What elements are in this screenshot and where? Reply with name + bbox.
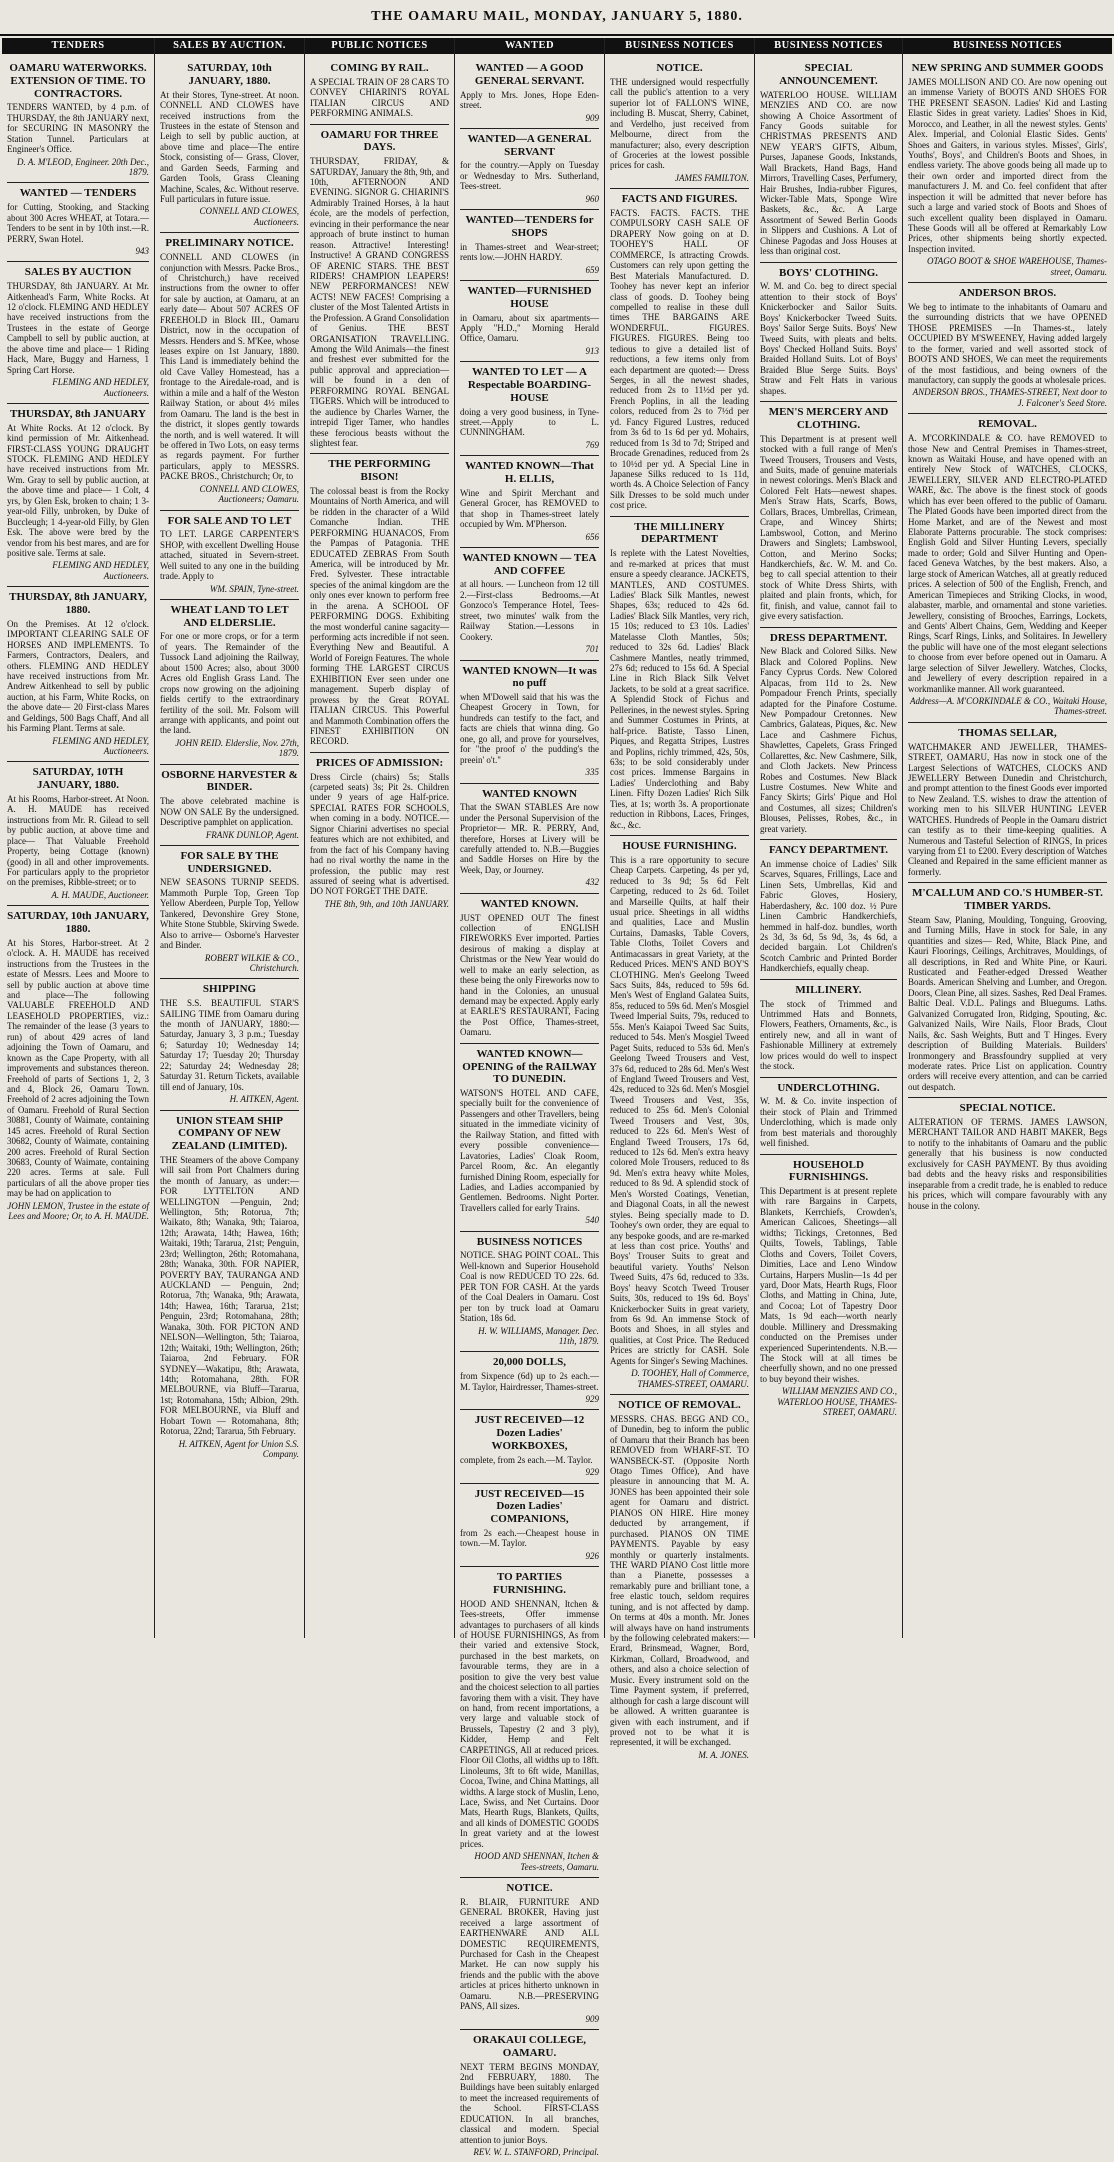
column-heading: BUSINESS NOTICES	[605, 38, 754, 54]
ad-body: The above celebrated machine is NOW ON SALE By the undersigned. Descriptive pamphlet on application.	[160, 796, 299, 828]
ad-title: DRESS DEPARTMENT.	[769, 631, 888, 644]
ad-title: ANDERSON BROS.	[958, 287, 1057, 300]
ad-title: OSBORNE HARVESTER & BINDER.	[161, 768, 298, 794]
ad-body: The colossal beast is from the Rocky Mountains of North America, and will be ridden in the character of a Wild Comanche Indian. THE PERFORMING HUANACOS, From the Pampas of Patagonia. THE EDUCATED ZEBRAS From South America, will be introduced by Mr. Fred. Sylvester. These intractable species of the animal kingdom are the only ones ever known to perform free in the arena. A SCHOOL OF PERFORMING DOGS. Exhibiting the most wonderful canine sagacity—performing acts incredible if not seen. Everything New and Beautiful. A World of Foreign Features. The whole forming THE LARGEST CIRCUS EXHIBITION Ever seen under one management. Superb display of prowess by the Great ROYAL ITALIAN CIRCUS. This Powerful and Mammoth Combination offers the FINEST EXHIBITION ON RECORD.	[310, 485, 449, 747]
ad-body: CONNELL AND CLOWES (in conjunction with Messrs. Packe Bros., of Christchurch,) have received instructions from the owner to offer for sale by auction, at Oamaru, at an early date— About 507 ACRES OF FREEHOLD in Block III., Oamaru District, now in the occupation of Messrs. Henders and S. M'Kee, whose leases expire on 1st January, 1880. This Land is immediately behind the old Cave Valley Homestead, has a frontage to the Airedale-road, and is within a mile and a half of the Weston Railway Station, or about 4½ miles from Oamaru. The land is the best in the district, it slopes gently towards the north, and is well watered. It will be offered in Two Lots, on easy terms as regards payment. For further particulars, apply to MESSRS. PACKE BROS., Christchurch; Or, to	[160, 252, 299, 482]
advertisement	[160, 511, 299, 600]
ad-body: FACTS. FACTS. FACTS. THE COMPULSORY CASH SALE OF DRAPERY Now going on at D. TOOHEY'S HALL OF COMMERCE, Is attracting Crowds. Customers can rely upon getting the Best Materials Manufactured. D. Toohey has never kept an inferior class of goods. D. Toohey being compelled to realise in these dull times THE BARGAINS ARE WONDERFUL. FIGURES. FIGURES. FIGURES. Being too tedious to give a detailed list of reductions, a few items only from each department are quoted:— Dress Serges, in all the newest shades, reduced from 2s to 11½d per yd. French Poplins, in all the leading colors, reduced from 2s to 7½d per yd. Fancy Figured Lustres, reduced from 3s 6d to 1s 6d per yd. Mohairs, reduced from 1s 3d to 7d; Striped and Brocade Grenadines, reduced from 2s to 10½d per yd. A Special Line in Japanese Silks reduced to 1s 11d, worth 4s. A Choice Selection of Fancy Silk Dresses to be sold much under cost price.	[610, 208, 749, 511]
ad-signature: REV. W. L. STANFORD, Principal.	[473, 2147, 599, 2158]
ad-title: WANTED — A GOOD GENERAL SERVANT.	[474, 62, 585, 87]
advertisement	[610, 58, 749, 189]
ad-signature: 909	[585, 2013, 599, 2024]
ad-title: UNDERCLOTHING.	[777, 1081, 880, 1094]
ad-title: SHIPPING	[202, 983, 257, 996]
ad-body: THE undersigned would respectfully call the public's attention to a very superior lot of FALLON'S WINE, including B. Muscat, Sherry, Cabinet, and Verdelho, just received from Melbourne, direct from the manufacturer; also, every description of Groceries at the lowest possible prices for cash.	[610, 76, 749, 171]
ad-title: SPECIAL ANNOUNCEMENT.	[779, 62, 878, 87]
advertisement	[460, 1044, 599, 1232]
ad-signature: 432	[585, 877, 599, 888]
advertisement	[7, 906, 149, 1226]
ad-signature: Address—A. M'CORKINDALE & CO., Waitaki House, Thames-street.	[909, 696, 1107, 717]
advertisement	[7, 183, 149, 262]
ad-title: WANTED—TENDERS for SHOPS	[465, 214, 594, 239]
ad-body: Is replete with the Latest Novelties, and re-marked at prices that must ensure a speedy clearance. JACKETS, MANTLES, AND COSTUMES. Ladies' Black Silk Mantles, newest Shapes, 63s; reduced to 42s 6d. Ladies' Black Silk Mantles, very rich, 15 10s; reduced to £3 10s. Ladies' Matelasse Cloth Mantles, 50s; reduced to 32s 6d. Ladies' Black Cashmere Mantles, neatly trimmed, 27s 6d; reduced to 15s 6d. A Special Line in Rich Black Silk Velvet Jackets, to be sold at a great sacrifice. A Splendid Stock of Fichus and Pellerines, in the newest styles. Spring and Summer Costumes in Prints, at half-price. Batiste, Tasso Linen, Piques, and Regatta Stripes, Lustres and Poplins, richly trimmed, 42s, 50s, 63s; to be sold considerably under cost prices. Immense Bargains in Ladies' Underclothing and Baby Linen. Fifty Dozen Ladies' Rich Silk Ties, at 1s; worth 3s. A proportionate reduction in Ribbons, Laces, Fringes, &c., &c.	[610, 548, 749, 830]
ad-signature: 943	[135, 245, 149, 256]
advertisement	[160, 979, 299, 1110]
advertisement	[908, 58, 1107, 283]
ad-signature: D. A. M'LEOD, Engineer. 20th Dec., 1879.	[17, 156, 149, 178]
ad-body: A SPECIAL TRAIN OF 28 CARS TO CONVEY CHIARINI'S ROYAL ITALIAN CIRCUS AND PERFORMING ANIMALS.	[310, 76, 449, 119]
ad-title: MEN'S MERCERY AND CLOTHING.	[768, 406, 889, 431]
ad-signature: 701	[585, 644, 599, 655]
ad-body: from Sixpence (6d) up to 2s each.—M. Taylor, Hairdresser, Thames-street.	[460, 1371, 599, 1392]
ad-title: REMOVAL.	[978, 418, 1037, 431]
advertisement	[760, 980, 897, 1078]
ad-body: JUST OPENED OUT The finest collection of ENGLISH FIREWORKS Ever imported. Parties desirous of making a display at Christmas or the New Year would do well to make an early selection, as these being the only Fireworks now to hand in the Colonies, an unusual demand may be expected. Apply early at EARLE'S RESTAURANT, Facing the Post Office, Thames-street, Oamaru.	[460, 912, 599, 1038]
ad-title: NEW SPRING AND SUMMER GOODS	[911, 62, 1104, 75]
advertisement	[310, 753, 449, 914]
ad-body: JAMES MOLLISON AND CO. Are now opening out an immense Variety of BOOTS AND SHOES FOR THE PRESENT SEASON. Ladies' Kid and Lasting Elastic Sides in great variety. Ladies' Shoes in Kid, Morocco, and Leather, in all the newest styles. Gents' Alex. Imperial, and Colonial Elastic Sides. Gents' Shoes and Gaiters, in various styles. Misses', Girls', Youths', Boys', and Children's Boots and Shoes, in endless variety. The above goods being all made up to their own order and imported direct from the manufacturers J. M. and Co. feel confident that after inspection it will be admitted that never before has such a large and varied stock of Boots and Shoes of such excellent quality been displayed in Oamaru. These Goods will all be offered at Remarkably Low Prices, other shipments being shortly expected. Inspection invited.	[908, 76, 1107, 254]
ad-signature: FLEMING AND HEDLEY, Auctioneers.	[52, 735, 149, 757]
advertisement	[160, 58, 299, 233]
ad-signature: CONNELL AND CLOWES, Auctioneers.	[199, 206, 299, 227]
ad-body: in Thames-street and Wear-street; rents low.—JOHN HARDY.	[460, 241, 599, 263]
ad-title: M'CALLUM AND CO.'S HUMBER-ST. TIMBER YARDS.	[912, 887, 1103, 913]
advertisement	[310, 58, 449, 125]
ad-body: A. M'CORKINDALE & CO. have REMOVED to those New and Central Premises in Thames-street, known as Waitaki House, and have opened with an entirely New Stock of WATCHES, CLOCKS, JEWELLERY, SILVER AND ELECTRO-PLATED WARE, &c. The above is the finest stock of goods which has ever been offered to the public of Oamaru. The Plated Goods have been imported direct from the Home Market, and are of the Newest and most Elaborate Patterns procurable. The stock comprises: English Gold and Silver Hunting Levers, specially made to order; Gold and Silver Hunting and Open-faced Geneva Watches, by the best makers. Also, a large stock of American Watches, all at greatly reduced prices. A selection of 500 of the English, French, and American Timepieces and Striking Clocks, in wood, alabaster, marble, and ornamental and stone varieties. Jewellery, consisting of Brooches, Earrings, Lockets, and Gents' Albert Chains, Gem, Wedding and Keeper Rings, Scarf Rings, Links, and Solitaires. In Jewellery the public will have one of the most elegant selections to choose from ever before opened out in Oamaru. A large selection of Silver Jewellery. Watches, Clocks, and Jewellery of every description repaired in a workmanlike manner. All work guaranteed.	[908, 433, 1107, 694]
column-6	[755, 38, 903, 1638]
ad-body: W. M. and Co. beg to direct special attention to their stock of Boys' Knickerbocker and Sailor Suits. Boys' Knickerbocker Tweed Suits. Boys' Sailor Serge Suits. Boys' New Tweed Suits, with pleats and belts. Boys' Checked Holland Suits. Boys' Braided Holland Suits. Lot of Boys' Braided Blue Serge Suits. Boys' Straw and Felt Hats in various shapes.	[760, 281, 897, 396]
ad-title: THOMAS SELLAR,	[958, 726, 1057, 739]
advertisement	[7, 762, 149, 906]
ad-body: This Department is at present well stocked with a full range of Men's Tweed Trousers, Trousers and Vests, and Suits, made of genuine materials in newest colorings. Men's Black and Colored Felt Hats—newest shapes. Men's Straw Hats, Scarfs, Bows, Collars, Braces, Umbrellas, Crimean, Crape, and Wincey Shirts; Lambswool, Cotton, and Merino Drawers and Singlets; Lambswool, Cotton, and Merino Socks; Handkerchiefs, &c. W. M. and Co. beg to call special attention to their stock of White Dress Shirts, with plaited and plain fronts, which, for fit, finish, and value, cannot fail to give every satisfaction.	[760, 433, 897, 622]
ad-signature: 659	[585, 264, 599, 275]
advertisement	[760, 628, 897, 841]
ad-signature: JAMES FAMILTON.	[675, 172, 749, 183]
ad-title: SPECIAL NOTICE.	[959, 1102, 1056, 1115]
ad-signature: FLEMING AND HEDLEY, Auctioneers.	[52, 377, 149, 398]
ad-title: BOYS' CLOTHING.	[778, 266, 879, 279]
ad-signature: FLEMING AND HEDLEY, Auctioneers.	[52, 560, 149, 581]
advertisement	[610, 189, 749, 516]
ad-signature: H. W. WILLIAMS, Manager. Dec. 11th, 1879.	[478, 1325, 599, 1346]
advertisement	[460, 894, 599, 1044]
ad-body: WATCHMAKER AND JEWELLER, THAMES-STREET, OAMARU, Has now in stock one of the Largest Selections of WATCHES, CLOCKS AND JEWELLERY Between Dunedin and Christchurch, and prompt attention to the finest Goods ever imported to New Zealand. T.S. wishes to draw the attention of working men to his SILVER HUNTING LEVER WATCHES. Hundreds of People in the Oamaru district can testify as to their time-keeping qualities. A Numerous and Tasteful Selection of RINGS, In prices varying from £1 to £200. Every description of Watches Cleaned and Repaired in the same efficient manner as formerly.	[908, 741, 1107, 877]
ad-title: JUST RECEIVED—15 Dozen Ladies' COMPANIONS,	[474, 1487, 585, 1526]
ad-title: WANTED—A GENERAL SERVANT	[467, 132, 592, 158]
advertisement	[160, 1111, 299, 1465]
advertisement	[760, 1078, 897, 1155]
advertisement	[460, 1352, 599, 1410]
ad-body: for Cutting, Stooking, and Stacking about 300 Acres WHEAT, at Totara.—Tenders to be sent in by 10th inst.—R. PERRY, Swan Hotel.	[7, 202, 149, 244]
advertisement	[760, 1155, 897, 1423]
ad-body: for the country.—Apply on Tuesday or Wednesday to Mrs. Sutherland, Tees-street.	[460, 160, 599, 192]
ad-title: FOR SALE BY THE UNDERSIGNED.	[180, 849, 279, 875]
ad-title: WANTED KNOWN.	[480, 897, 579, 910]
ad-body: HOOD AND SHENNAN, Itchen & Tees-streets, Offer immense advantages to purchasers of all kinds of HOUSE FURNISHINGS, As from their varied and extensive Stock, purchased in the best markets, on favourable terms, they are in a position to give the very best value and the choicest selection to all parties favoring them with a visit. They have on hand, from recent importations, a very large and valuable stock of Brussels, Tapestry (2 and 3 ply), Kidder, Hemp and Felt CARPETINGS, All at reduced prices. Floor Oil Cloths, all widths up to 18ft. Linoleums, 3ft to 6ft wide, Manillas, Cocoa, Twine, and China Mattings, all widths. A large stock of Muslin, Leno, Lace, Swiss, and Net Curtains. Door Mats, Hearth Rugs, Blankets, Quilts, and all kinds of DOMESTIC GOODS In great variety and at the lowest prices.	[460, 1598, 599, 1849]
ad-body: at all hours. — Luncheon from 12 till 2.—First-class Bedrooms.—At Gonzoco's Temperance Hotel, Tees-street, two minutes' walk from the Railway Station.—Lessons in Cookery.	[460, 579, 599, 642]
ad-title: THURSDAY, 8th JANUARY	[9, 407, 147, 420]
advertisement	[7, 262, 149, 404]
ad-signature: 929	[585, 1394, 599, 1405]
column-heading: WANTED	[455, 38, 604, 54]
advertisement	[610, 517, 749, 836]
ad-signature: FRANK DUNLOP, Agent.	[205, 829, 299, 840]
ad-signature: CONNELL AND CLOWES, Auctioneers; Oamaru.	[199, 483, 299, 505]
advertisement	[460, 1567, 599, 1878]
advertisement	[460, 1484, 599, 1568]
ad-title: BUSINESS NOTICES	[476, 1235, 583, 1248]
ad-body: At their Stores, Tyne-street. At noon. CONNELL AND CLOWES have received instructions from the Trustees in the estate of Stenson and Leigh to sell by public auction, at above time and place—The entire Stock, consisting of— Grass, Clover, and Garden Seeds, Farming and Garden Tools, Grass Cleaning Machine, Scales, &c. Without reserve. Full particulars in future issue.	[160, 89, 299, 205]
ad-title: UNION STEAM SHIP COMPANY OF NEW ZEALAND (LIMITED).	[171, 1114, 288, 1153]
advertisement	[460, 784, 599, 894]
advertisement	[908, 1098, 1107, 1216]
ad-title: WANTED KNOWN	[481, 787, 578, 800]
ad-signature: ANDERSON BROS., THAMES-STREET, Next door to J. Falconer's Seed Store.	[912, 387, 1107, 408]
masthead-title: THE OAMARU MAIL, MONDAY, JANUARY 5, 1880.	[371, 9, 743, 24]
ad-title: FANCY DEPARTMENT.	[769, 844, 888, 857]
advertisement	[460, 1232, 599, 1353]
ad-title: HOUSEHOLD FURNISHINGS.	[788, 1158, 869, 1184]
column-5	[605, 38, 755, 1760]
ad-title: ORAKAUI COLLEGE, OAMARU.	[472, 2034, 587, 2059]
ad-title: HOUSE FURNISHING.	[622, 840, 737, 853]
ad-signature: THE 8th, 9th, and 10th JANUARY.	[324, 898, 449, 909]
ad-signature: 335	[585, 767, 599, 778]
ad-title: PRICES OF ADMISSION:	[315, 756, 444, 769]
ad-body: WATSON'S HOTEL AND CAFE, specially built for the convenience of Passengers and other Travellers, being situated in the immediate vicinity of the Railway Station, and fitted with every possible convenience—Lavatories, Ladies' Cloak Room, Parcel Room, &c. An elegantly furnished Dining Room, especially for Ladies, and Ladies accompanied by Gentlemen. Bedrooms. Night Porter. Travellers called for early Trains.	[460, 1088, 599, 1213]
ad-title: JUST RECEIVED—12 Dozen Ladies' WORKBOXES,	[474, 1414, 585, 1452]
ad-title: OAMARU WATERWORKS. EXTENSION OF TIME. TO CONTRACTORS.	[9, 62, 147, 100]
advertisement	[760, 58, 897, 263]
advertisement	[460, 58, 599, 129]
ad-signature: D. TOOHEY, Hall of Commerce, THAMES-STREET, OAMARU.	[631, 1368, 749, 1389]
ad-body: NOTICE. SHAG POINT COAL. This Well-known and Superior Household Coal is now REDUCED TO 22s. 6d. PER TON FOR CASH. At the yards of the Coal Dealers in Oamaru. Cost per ton by truck load at Oamaru Station, 18s 6d.	[460, 1250, 599, 1324]
ad-signature: WM. SPAIN, Tyne-street.	[209, 583, 299, 594]
column-heading: SALES BY AUCTION.	[155, 38, 304, 54]
ad-body: At White Rocks. At 12 o'clock. By kind permission of Mr. Aitkenhead. FIRST-CLASS YOUNG DRAUGHT STOCK. FLEMING AND HEDLEY have received instructions from Mr. Wm. Gray to sell by public auction, at the above time and place— 1 Colt, 4 yrs, by Glen Esk, broken to chain; 1 3-year-old Filly, unbroken, by Duke of Buccleugh; 1 4-year-old Filly, by Glen Esk. The above were bred by the vendor from his best mares, and are for positive sale. Terms at sale.	[7, 422, 149, 558]
ad-signature: H. AITKEN, Agent for Union S.S. Company.	[178, 1438, 299, 1460]
ad-title: WANTED TO LET — A Respectable BOARDING-HOUSE	[467, 366, 592, 404]
column-heading: PUBLIC NOTICES	[305, 38, 454, 54]
advertisement	[760, 402, 897, 627]
ad-title: WANTED KNOWN—OPENING of the RAILWAY TO DUNEDIN.	[462, 1047, 597, 1086]
ad-body: TENDERS WANTED, by 4 p.m. of THURSDAY, the 8th JANUARY next, for SECURING IN MASONRY the Station Tunnel. Particulars at Engineer's Office.	[7, 102, 149, 155]
ad-title: MILLINERY.	[795, 983, 862, 996]
ad-title: NOTICE OF REMOVAL.	[618, 1399, 741, 1412]
ad-signature: WILLIAM MENZIES AND CO., WATERLOO HOUSE, THAMES-STREET, OAMARU.	[777, 1386, 897, 1418]
ad-body: THE S.S. BEAUTIFUL STAR'S SAILING TIME from Oamaru during the month of JANUARY, 1880:— Saturday, January 3, 3 p.m.; Tuesday 6; Saturday 10; Wednesday 14; Saturday 17; Tuesday 20; Thursday 22; Saturday 24; Wednesday 28; Saturday 31. Return Tickets, available till end of January, 10s.	[160, 998, 299, 1092]
advertisement	[460, 548, 599, 661]
advertisement	[460, 210, 599, 281]
ad-body: Dress Circle (chairs) 5s; Stalls (carpeted seats) 3s; Pit 2s. Children under 9 years of age Half-price. SPECIAL RATES FOR SCHOOLS, when coming in a body. NOTICE.—Signor Chiarini advertises no special features which are not exhibited, and from the fact of his Company having had no rival worthy the name in the profession, the public may rest assured of seeing what is advertised. DO NOT FORGET THE DATE.	[310, 771, 449, 897]
column-heading: TENDERS	[2, 38, 154, 54]
ad-body: in Oamaru, about six apartments—Apply "H.D.," Morning Herald Office, Oamaru.	[460, 312, 599, 344]
ad-title: COMING BY RAIL.	[330, 62, 429, 75]
ad-title: WANTED — TENDERS	[19, 187, 137, 200]
ad-body: That the SWAN STABLES Are now under the Personal Supervision of the Proprietor— MR. R. PERRY, And, therefore, Horses at Livery will be carefully attended to. N.B.—Buggies and Saddle Horses on Hire by the Week, Day, or Journey.	[460, 802, 599, 875]
ad-body: At his Stores, Harbor-street. At 2 o'clock. A. H. MAUDE has received instructions from the Trustees in the estate of Messrs. Lees and Moore to sell by public auction at above time and place—The following VALUABLE FREEHOLD AND LEASEHOLD PROPERTIES, viz.: The remainder of the lease (3 years to run) of about 429 acres of land adjoining the Town of Oamaru, and known as the Cape Property, with all improvements and substances thereon. Freehold of parts of Sections 1, 2, 3 and 4, Block 26, Oamaru Town. Freehold of 2 acres adjoining the Town of Oamaru. Freehold of Rural Section 30881, County of Waimate, containing 145 acres. Freehold of Rural Section 30682, County of Waimate, containing 200 acres. Freehold of Rural Section 30683, County of Waimate, containing 220 acres. Terms at sale. Full particulars of all the above proper ties may be had on application to	[7, 937, 149, 1199]
ad-signature: 926	[585, 1550, 599, 1561]
advertisement	[310, 125, 449, 455]
newspaper-page	[2, 38, 1112, 2158]
ad-body: W. M. & Co. invite inspection of their stock of Plain and Trimmed Underclothing, which is made only from best materials and thoroughly well finished.	[760, 1096, 897, 1149]
ad-title: FOR SALE AND TO LET	[167, 514, 292, 527]
ad-title: THURSDAY, 8th JANUARY, 1880.	[9, 591, 147, 617]
ad-signature: H. AITKEN, Agent.	[229, 1094, 299, 1105]
ad-title: OAMARU FOR THREE DAYS.	[320, 128, 439, 154]
ad-signature: ROBERT WILKIE & CO., Christchurch.	[204, 952, 299, 973]
advertisement	[160, 600, 299, 765]
ad-body: An immense choice of Ladies' Silk Scarves, Squares, Frillings, Lace and Linen Sets, Umbrellas, Kid and Fabric Gloves, Hosiery, Haberdashery, &c. 100 doz. ½ Pure Linen Cambric Handkerchiefs, hemmed in half-doz. bundles, worth 2s 3d, 3s 6d, 5s 9d, 3s, 4s 6d, a decided bargain. Lot Children's Scotch Cambric and Printed Border Handkerchiefs, equally cheap.	[760, 858, 897, 974]
ad-body: Apply to Mrs. Jones, Hope Eden-street.	[460, 89, 599, 111]
advertisement	[160, 846, 299, 979]
ad-body: from 2s each.—Cheapest house in town.—M. Taylor.	[460, 1527, 599, 1549]
ad-title: WANTED KNOWN — TEA AND COFFEE	[462, 551, 597, 577]
ad-signature: OTAGO BOOT & SHOE WAREHOUSE, Thames-street, Oamaru.	[926, 256, 1107, 277]
ad-title: NOTICE.	[506, 1882, 553, 1895]
advertisement	[160, 233, 299, 510]
ad-title: THE MILLINERY DEPARTMENT	[634, 520, 725, 546]
ad-title: 20,000 DOLLS,	[492, 1356, 567, 1369]
advertisement	[908, 723, 1107, 883]
advertisement	[908, 883, 1107, 1098]
ad-signature: 540	[585, 1215, 599, 1226]
ad-title: SATURDAY, 10TH JANUARY, 1880.	[32, 766, 124, 792]
ad-body: Steam Saw, Planing, Moulding, Tonguing, Grooving, and Turning Mills, Have in stock for Sale, in any quantities and sizes— Red, White, Black Pine, and Kauri Floorings, Ceilings, Architraves, Mouldings, of all descriptions, in Red and White Pine, or Kauri. Rusticated and Feather-edged Dressed Weather Boards. American Shelving and Lumber, and Oregon. Doors, Clean Pine, all sizes. Sashes, Red Deal Frames. Baltic Deal. V.D.L. Palings and Bluegums. Laths. Galvanized Corrugated Iron, Ridging, Spouting, &c. Galvanized Nails, Wire Nails, Floor Brads, Clout Nails, &c. Sash Weights, Butt and T Hinges. Every description of Building Materials. Builders' Ironmongery and Brassfoundry supplied at very moderate rates. Price List on application. Country orders will receive every attention, and can be carried out despatch.	[908, 914, 1107, 1092]
ad-body: WATERLOO HOUSE. WILLIAM MENZIES AND CO. are now showing A Choice Assortment of Fancy Goods suitable for CHRISTMAS PRESENTS AND NEW YEAR'S GIFTS, Album, Purses, Japanese Goods, Inkstands, Wall Brackets, Hand Bags, Hand Mirrors, Travelling Cases, Perfumery, Hair Brushes, India-rubber Figures, Wicker-Table Mats, Sponge Wire Baskets, &c., &c. A Large Assortment of Sewed Berlin Goods in Slippers and Cushions. A Lot of Chinese Pagodas and Joss Houses at less than original cost.	[760, 89, 897, 257]
ad-title: WANTED—FURNISHED HOUSE	[467, 285, 592, 310]
ad-title: SALES BY AUCTION	[24, 266, 132, 279]
ad-body: At his Rooms, Harbor-street. At Noon. A. H. MAUDE has received instructions from Mr. R. Gilead to sell by public auction, at above time and place— That Valuable Freehold Property, being Cottage (known) (good) in all and other improvements. For particulars apply to the proprietor on the premises, Ribble-street; or to	[7, 793, 149, 888]
column-1	[2, 38, 155, 1638]
advertisement	[460, 2030, 599, 2162]
advertisement	[460, 456, 599, 548]
ad-body: complete, from 2s each.—M. Taylor.	[460, 1454, 593, 1465]
ad-body: On the Premises. At 12 o'clock. IMPORTANT CLEARING SALE OF HORSES AND IMPLEMENTS. To Farmers, Contractors, Dealers, and others. FLEMING AND HEDLEY have received instructions from Mr. Andrew Aitkenhead to sell by public auction, at his Farm, White Rocks, on the above date— 20 First-class Mares and Geldings, 500 Bags Chaff, And all his Farming Plant. Terms at sale.	[7, 618, 149, 734]
ad-signature: JOHN REID. Elderslie, Nov. 27th, 1879.	[175, 737, 299, 759]
advertisement	[610, 1395, 749, 1765]
ad-body: TO LET. LARGE CARPENTER'S SHOP, with excellent Dwelling House attached, situated in Severn-street. Well suited to any one in the building trade. Apply to	[160, 529, 299, 582]
ad-body: New Black and Colored Silks. New Black and Colored Poplins. New Fancy Cyprus Cords. New Colored Alpacas, from 11d to 2s. New Pompadour French Prints, specially adapted for the Pinafore Costume. New Pompadour Cretonnes. New Cambrics, Galateas, Piques, &c. New Lace and Cashmere Fichus, Shawlettes, Capelets, Grass Fringed Collarettes, &c. New Cashmere, Silk, and Cloth Jackets. New Princess Robes and Costumes. New Black Lustre Costumes. New White and Fancy Skirts; Girls' Pique and Hol and Costumes, all sizes; Children's Blouses, Pelisses, Robes, &c., in great variety.	[760, 646, 897, 834]
ad-signature: M. A. JONES.	[698, 1749, 749, 1760]
advertisement	[7, 404, 149, 587]
advertisement	[160, 765, 299, 846]
ad-body: MESSRS. CHAS. BEGG AND CO., of Dunedin, beg to inform the public of Oamaru that their Branch has been REMOVED from WHARF-ST. TO WANSBECK-ST. (Opposite North Otago Times Office), And have pleasure in announcing that M. A. JONES has been appointed their sole agent for Oamaru and district. PIANOS ON HIRE. Hire money deducted by arrangement, if purchased. PIANOS ON TIME PAYMENTS. Payable by easy monthly or quarterly instalments. THE WARD PIANO Cost little more than a Pianette, possesses a remarkably pure and brilliant tone, a free elastic touch, seldom requires tuning, and is not affected by damp. On terms at 40s a month. Mr. Jones will always have on hand instruments by the following celebrated makers:—Erard, Brinsmead, Wagner, Bord, Kirkman, Collard, Broadwood, and others, and also a choice selection of Music. Every instrument sold on the Time Payment system, if preferred, although for cash a large discount will be allowed. A written guarantee is given with each instrument, and if proved not to be what it is represented, it will be exchanged.	[610, 1413, 749, 1748]
advertisement	[460, 129, 599, 210]
advertisement	[460, 661, 599, 784]
advertisement	[460, 281, 599, 362]
advertisement	[7, 587, 149, 762]
ad-body: when M'Dowell said that his was the Cheapest Grocery in Town, for hundreds can testify to the fact, and facts are chiels that winna ding. Go one, go all, and prove for yourselves, for "the proof o' the pudding's the preein' o't."	[460, 692, 599, 765]
newspaper-masthead	[0, 0, 1114, 36]
ad-body: NEW SEASONS TURNIP SEEDS. Mammoth Purple Top, Green Top Yellow Aberdeen, Purple Top, Yellow Tankered, Devonshire Grey Stone, White Stone Stubble, Skirving Swede. Also to arrive— Osborne's Harvester and Binder.	[160, 877, 299, 951]
ad-body: ALTERATION OF TERMS. JAMES LAWSON, MERCHANT TAILOR AND HABIT MAKER, Begs to notify to the inhabitants of Oamaru and the public generally that his business is now conducted exclusively for CASH PAYMENT. By thus avoiding bad debts and the heavy risks and responsibilities inseparable from a credit trade, he is enabled to reduce his prices, which will compare favourably with any house in the colony.	[908, 1117, 1107, 1211]
ad-title: WANTED KNOWN—It was no puff	[462, 664, 597, 690]
ad-body: NEXT TERM BEGINS MONDAY, 2nd FEBRUARY, 1880. The Buildings have been suitably enlarged to meet the increased requirements of the School. FIRST-CLASS EDUCATION. In all branches, classical and modern. Special attention to junior Boys.	[460, 2061, 599, 2145]
column-3	[305, 38, 455, 1638]
ad-body: We beg to intimate to the inhabitants of Oamaru and the surrounding districts that we have OPENED THOSE PREMISES —In Thames-st., lately OCCUPIED BY M'SWEENEY, Having added largely to the former, varied and well assorted stock of BOOTS AND SHOES, We can meet the requirements of the most fastidious, and being owners of the manufactory, can supply the goods at wholesale prices.	[908, 301, 1107, 386]
ad-body: The stock of Trimmed and Untrimmed Hats and Bonnets, Flowers, Feathers, Ornaments, &c., is entirely new, and all in want of Fashionable Millinery at extremely low prices would do well to inspect the stock.	[760, 998, 897, 1072]
advertisement	[908, 414, 1107, 723]
ad-title: SATURDAY, 10th JANUARY, 1880.	[7, 910, 149, 936]
advertisement	[460, 362, 599, 456]
ad-body: R. BLAIR, FURNITURE AND GENERAL BROKER, Having just received a large assortment of EARTHENWARE AND ALL DOMESTIC REQUIREMENTS, Purchased for Cash in the Cheapest Market. He can now supply his friends and the public with the above articles at prices hitherto unknown in Oamaru. N.B.—PRESERVING PANS, All sizes.	[460, 1896, 599, 2012]
ad-signature: 656	[585, 531, 599, 542]
ad-body: THURSDAY, FRIDAY, & SATURDAY, January the 8th, 9th, and 10th, AFTERNOON AND EVENING. SIGNOR G. CHIARINI'S Admirably Trained Horses, à la haut école, are the models of perfection, evincing in their performance the near approach of brute instinct to human reason. Attractive! Interesting! Instructive! A GRAND CONGRESS OF ARENIC STARS. THE BEST RIDERS! CHAMPION LEAPERS! NEW PERFORMANCES! NEW ACTS! NEW FACES! Comprising a cluster of the Most Talented Artists in the Profession. A Grand Consolidation of Genius. THE BEST ORGANISATION TRAVELLING. Among the Wild Animals—the finest and freshest ever submitted for the public approval and appreciation—will be found in a den of PERFORMING ROYAL BENGAL TIGERS. Which will be introduced to the audience by Charles Warner, the intrepid Tiger Tamer, who handles these ferocious beasts without the slightest fear.	[310, 156, 449, 448]
advertisement	[310, 454, 449, 752]
advertisement	[7, 58, 149, 183]
ad-body: For one or more crops, or for a term of years. The Remainder of the Tussock Land adjoining the Railway, about 1500 Acres; also, about 3000 Acres old English Grass Land. The crops now growing on the adjoining fields certify to the extraordinary fertility of the soil. Mr. Folsom will arrange with applicants, and point out the land.	[160, 631, 299, 736]
ad-signature: 913	[585, 345, 599, 356]
advertisement	[460, 1878, 599, 2030]
ad-signature: 960	[585, 193, 599, 204]
ad-signature: JOHN LEMON, Trustee in the estate of Lees and Moore; Or, to A. H. MAUDE.	[7, 1200, 149, 1222]
advertisement	[760, 263, 897, 403]
ad-title: SATURDAY, 10th JANUARY, 1880.	[187, 62, 272, 87]
column-4	[455, 38, 605, 2158]
ad-signature: 909	[585, 112, 599, 123]
ad-title: TO PARTIES FURNISHING.	[492, 1571, 567, 1596]
ad-signature: A. H. MAUDE, Auctioneer.	[51, 889, 149, 900]
ad-title: PRELIMINARY NOTICE.	[165, 237, 294, 250]
ad-body: This is a rare opportunity to secure Cheap Carpets. Carpeting, 4s per yd, reduced to 3s 9d; 5s 6d Felt Carpeting, reduced to 2s 6d. Toilet and Marseille Quilts, at half their usual price. Sheetings in all widths and qualities, Lace and Muslin Curtains, Damasks, Table Covers, Table Cloths, Toilet Covers and Antimacassars in great Variety, at the Reduced Prices. MEN'S AND BOY'S CLOTHING. Men's Geelong Tweed Sacs Suits, 84s, reduced to 59s 6d. Men's West of England Galatea Suits, 85s, reduced to 59s 6d. Men's Mosgiel Tweed Imperial Suits, 79s, reduced to 55s. Men's Kaiapoi Tweed Sac Suits, reduced to 54s. Men's Mosgiel Tweed Paget Suits, reduced to 53s 6d. Men's Geelong Tweed Trousers and Vest, 37s 6d, reduced to 28s 6d. Men's West of England Tweed Trousers and Vest, 42s, reduced to 32s 6d. Men's Mosgiel Tweed Trousers and Vest, 35s, reduced to 25s 6d. Men's Colonial Tweed Trousers and Vest, 30s, reduced to 22s 6d. Men's West of England Tweed Trousers, 17s 6d, reduced to 12s 6d. Men's extra heavy colored Mole Trousers, reduced to 8s 9d. Men's extra heavy white Moles, reduced to 8s 9d. A splendid stock of Men's Worsted Coatings, Venetian, and Diagonal Coats, in all the newest styles. Being specially made to D. Toohey's own order, they are equal to any bespoke goods, and are re-marked at less than cost price. Youths' and Boys' Trouser Suits to great and beautiful variety. Youths' Nelson Tweed Suits, 47s 6d, reduced to 33s. Boys' heavy Scotch Tweed Trouser Suits, 30s, reduced to 19s 6d. Boys' Knickerbocker Suits in great variety, from 6s 9d. An immense Stock of Boots and Shoes, in all styles and qualities, at Cost Price. The Reduced Prices are strictly for CASH. Sole Agents for Singer's Sewing Machines.	[610, 854, 749, 1366]
column-heading: BUSINESS NOTICES	[903, 38, 1112, 54]
advertisement	[760, 840, 897, 980]
ad-body: doing a very good business, in Tyne-street.—Apply to L. CUNNINGHAM.	[460, 406, 599, 438]
advertisement	[610, 836, 749, 1395]
ad-body: Wine and Spirit Merchant and General Grocer, has REMOVED to that shop in Thames-street lately occupied by Wm. M'Pherson.	[460, 487, 599, 530]
ad-body: THURSDAY, 8th JANUARY. At Mr. Aitkenhead's Farm, White Rocks. At 12 o'clock. FLEMING AND HEDLEY have received instructions from the Trustees in the estate of George Campbell to sell by public auction, at the above time and place— 1 Riding Hack, Mare, Buggy and Harness, 1 Spring Cart Horse.	[7, 281, 149, 375]
ad-title: FACTS AND FIGURES.	[621, 193, 738, 206]
ad-signature: 769	[585, 439, 599, 450]
advertisement	[460, 1410, 599, 1483]
advertisement	[908, 283, 1107, 414]
column-2	[155, 38, 305, 1638]
ad-body: This Department is at present replete with rare Bargains in Carpets, Blankets, Kerrchiefs, Crowden's, American Calicoes, Sheetings—all widths; Tickings, Cretonnes, Bed Quilts, Towels, Tablings, Table Cloths and Covers, Toilet Covers, Dimities, Lace and Leno Window Curtains, Harpers Muslin—1s 4d per yard, Door Mats, Hearth Rugs, Floor Cloths, and Matting in China, Jute, and Cocoa; Lot of Tapestry Door Mats, 1s 9d each—worth nearly double. Millinery and Dressmaking conducted on the Premises under experienced Superintendents. N.B.—The Stock will at all times be cheerfully shown, and no one pressed to buy beyond their wishes.	[760, 1186, 897, 1384]
column-heading: BUSINESS NOTICES	[755, 38, 902, 54]
column-7	[903, 38, 1112, 1638]
ad-body: THE Steamers of the above Company will sail from Port Chalmers during the month of January, as under:— FOR LYTTELTON AND WELLINGTON —Penguin, 2nd; Wellington, 5th; Rotorua, 7th; Waikato, 8th; Wanaka, 9th; Taiaroa, 12th; Arawata, 14th; Hawea, 16th; Waitaki, 19th; Tararua, 21st; Penguin, 23rd; Wellington, 26th; Rotomahana, 28th; Wanaka, 30th. FOR NAPIER, POVERTY BAY, TAURANGA AND AUCKLAND — Penguin, 2nd; Rotorua, 7th; Wanaka, 9th; Arawata, 14th; Hawea, 16th; Tararua, 21st; Penguin, 23rd; Rotomahana, 28th; Wanaka, 30th. FOR PICTON AND NELSON—Wellington, 5th; Taiaroa, 12th; Waitaki, 19th; Wellington, 26th; Taiaroa, 2nd February. FOR SYDNEY—Wakatipu, 8th; Arawata, 14th; Rotomahana, 28th. FOR MELBOURNE, via Bluff—Tararua, 1st; Rotomahana, 15th; Albion, 29th. FOR MELBOURNE, via Bluff and Hobart Town — Rotomahana, 8th; Rotorua, 22nd; Tararua, 5th February.	[160, 1154, 299, 1437]
ad-title: THE PERFORMING BISON!	[328, 458, 431, 484]
ad-signature: 929	[585, 1467, 599, 1478]
ad-title: WANTED KNOWN—That H. ELLIS,	[465, 460, 594, 486]
ad-signature: HOOD AND SHENNAN, Itchen & Tees-streets, Oamaru.	[474, 1851, 599, 1872]
ad-title: WHEAT LAND TO LET AND ELDERSLIE.	[170, 603, 289, 629]
ad-title: NOTICE.	[656, 62, 703, 75]
